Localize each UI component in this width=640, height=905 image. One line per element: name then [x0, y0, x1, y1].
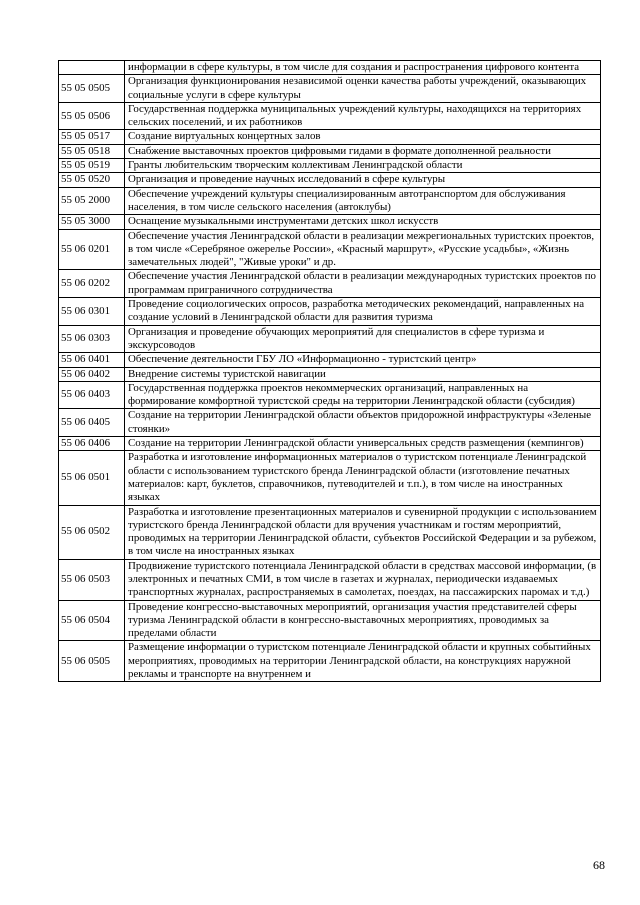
row-code: 55 06 0402	[59, 367, 125, 381]
row-code	[59, 61, 125, 75]
table-row	[59, 75, 601, 103]
row-code: 55 06 0501	[59, 451, 125, 505]
table-row	[59, 173, 601, 187]
row-code: 55 06 0503	[59, 559, 125, 600]
table-row	[59, 559, 601, 600]
table-row	[59, 437, 601, 451]
row-description: Государственная поддержка муниципальных учреждений культуры, находящихся на территориях сельских поселений, и их работников	[125, 102, 601, 130]
row-description: Продвижение туристского потенциала Ленинградской области в средствах массовой информации, (в электронных и печатных СМИ, в том числе в газетах и журналах, периодически издаваемых транспортных журналах, распространяемых в самолетах, поездах, на пассажирских паромах и т.д.)	[125, 559, 601, 600]
row-description: Размещение информации о туристском потенциале Ленинградской области и крупных событийных мероприятиях, проводимых на территории Ленинградской области, на конструкциях наружной рекламы и транспорте на внутреннем и	[125, 641, 601, 682]
row-description: Оснащение музыкальными инструментами детских школ искусств	[125, 215, 601, 229]
row-code: 55 06 0504	[59, 600, 125, 641]
row-code: 55 05 2000	[59, 187, 125, 215]
row-description: информации в сфере культуры, в том числе для создания и распространения цифрового контента	[125, 61, 601, 75]
row-description: Разработка и изготовление презентационных материалов и сувенирной продукции с использованием туристского бренда Ленинградской области для вручения участникам и гостям мероприятий, проводимых на территории Ленинградской области, субъектов Российской Федерации и за рубежом, в том числе на иностранных языках	[125, 505, 601, 559]
row-code: 55 05 0506	[59, 102, 125, 130]
row-code: 55 06 0301	[59, 298, 125, 326]
row-description: Обеспечение деятельности ГБУ ЛО «Информационно - туристский центр»	[125, 353, 601, 367]
budget-code-table	[58, 60, 601, 682]
table-row	[59, 409, 601, 437]
row-code: 55 06 0406	[59, 437, 125, 451]
row-description: Организация и проведение обучающих мероприятий для специалистов в сфере туризма и экскурсоводов	[125, 325, 601, 353]
row-code: 55 05 0517	[59, 130, 125, 144]
table-row	[59, 130, 601, 144]
table-row	[59, 505, 601, 559]
row-description: Проведение конгрессно-выставочных мероприятий, организация участия представителей сферы туризма Ленинградской области в конгрессно-выставочных мероприятиях, проводимых за пределами области	[125, 600, 601, 641]
row-code: 55 05 0518	[59, 144, 125, 158]
row-description: Обеспечение учреждений культуры специализированным автотранспортом для обслуживания населения, в том числе сельского населения (автоклубы)	[125, 187, 601, 215]
row-code: 55 05 0505	[59, 75, 125, 103]
table-row	[59, 144, 601, 158]
row-description: Организация функционирования независимой оценки качества работы учреждений, оказывающих социальные услуги в сфере культуры	[125, 75, 601, 103]
table-row	[59, 600, 601, 641]
row-description: Государственная поддержка проектов некоммерческих организаций, направленных на формирование комфортной туристской среды на территории Ленинградской области (субсидия)	[125, 381, 601, 409]
table-row	[59, 298, 601, 326]
row-description: Создание на территории Ленинградской области универсальных средств размещения (кемпингов)	[125, 437, 601, 451]
row-code: 55 06 0202	[59, 270, 125, 298]
table-row	[59, 325, 601, 353]
row-code: 55 06 0505	[59, 641, 125, 682]
row-code: 55 05 3000	[59, 215, 125, 229]
row-code: 55 06 0303	[59, 325, 125, 353]
table-row	[59, 270, 601, 298]
page-number: 68	[593, 858, 605, 872]
table-body	[59, 61, 601, 682]
row-code: 55 05 0520	[59, 173, 125, 187]
row-code: 55 05 0519	[59, 159, 125, 173]
row-code: 55 06 0401	[59, 353, 125, 367]
table-row	[59, 187, 601, 215]
row-description: Снабжение выставочных проектов цифровыми гидами в формате дополненной реальности	[125, 144, 601, 158]
row-description: Гранты любительским творческим коллективам Ленинградской области	[125, 159, 601, 173]
table-row	[59, 451, 601, 505]
row-description: Обеспечение участия Ленинградской области в реализации межрегиональных туристских проектов, в том числе «Серебряное ожерелье России», «Красный маршрут», «Русские усадьбы», «Жизнь замечательных людей", "Живые уроки" и др.	[125, 229, 601, 270]
table-row	[59, 353, 601, 367]
table-row	[59, 159, 601, 173]
table-row	[59, 381, 601, 409]
row-description: Проведение социологических опросов, разработка методических рекомендаций, направленных на создание условий в Ленинградской области для развития туризма	[125, 298, 601, 326]
row-code: 55 06 0405	[59, 409, 125, 437]
row-code: 55 06 0201	[59, 229, 125, 270]
table-row	[59, 229, 601, 270]
row-description: Обеспечение участия Ленинградской области в реализации международных туристских проектов по программам приграничного сотрудничества	[125, 270, 601, 298]
table-row	[59, 367, 601, 381]
table-row	[59, 641, 601, 682]
table-row	[59, 61, 601, 75]
row-description: Создание на территории Ленинградской области объектов придорожной инфраструктуры «Зеленые стоянки»	[125, 409, 601, 437]
table-row	[59, 102, 601, 130]
row-code: 55 06 0502	[59, 505, 125, 559]
row-description: Внедрение системы туристской навигации	[125, 367, 601, 381]
row-description: Создание виртуальных концертных залов	[125, 130, 601, 144]
table-row	[59, 215, 601, 229]
row-description: Разработка и изготовление информационных материалов о туристском потенциале Ленинградской области с использованием туристского бренда Ленинградской области (изготовление печатных материалов: карт, буклетов, справочников, путеводителей и т.п.), в том числе на иностранных языках	[125, 451, 601, 505]
row-code: 55 06 0403	[59, 381, 125, 409]
row-description: Организация и проведение научных исследований в сфере культуры	[125, 173, 601, 187]
